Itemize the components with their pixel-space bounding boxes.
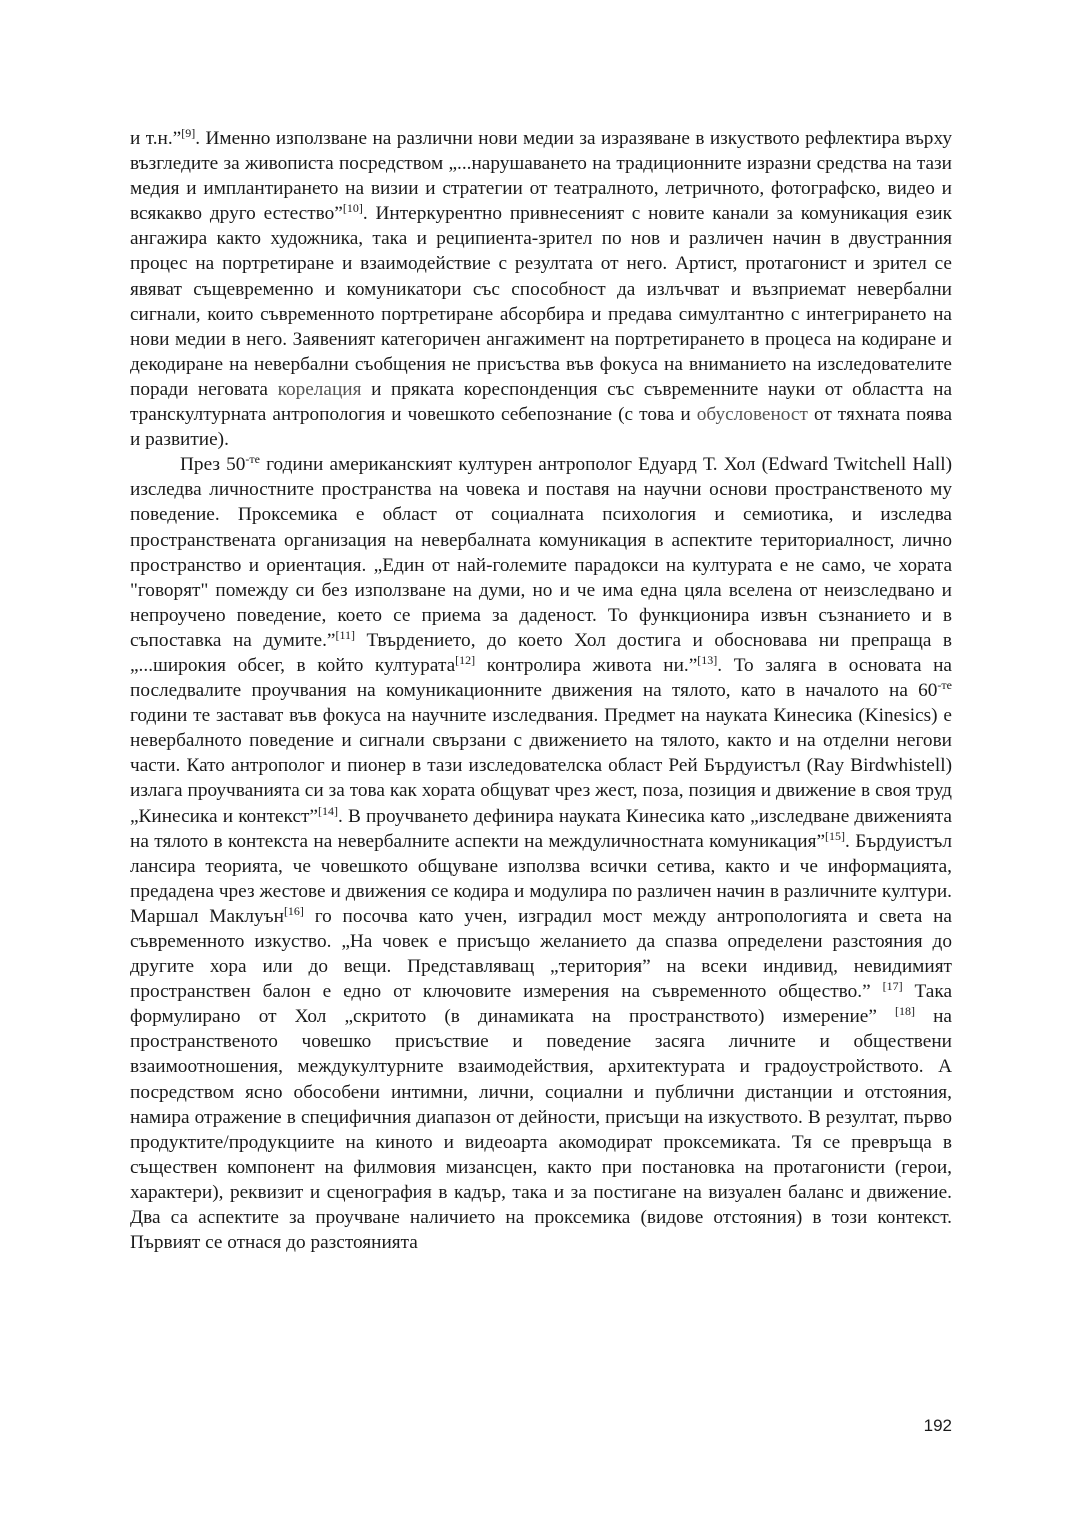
text-run: . То заляга в основата на последвалите проучвания на комуникационните движения на тялото, като в началото на 60 xyxy=(130,654,952,702)
text-run: . В проучването дефинира науката Кинесика като „изследване движенията на тялото в контекста на невербалните аспекти на междуличностната комуникация” xyxy=(130,805,952,852)
text-run: и т.н.” xyxy=(130,128,182,149)
footnote-ref[interactable]: [16] xyxy=(283,903,304,918)
text-run: . Бърдуистъл лансира теорията, че човешкото общуване използва всички сетива, както и че информацията, предадена чрез жестове и движения се кодира и модулира по различен начин в различните култури. Маршал Маклуън xyxy=(130,830,952,927)
text-run: контролира живота ни.” xyxy=(475,654,698,676)
footnote-ref[interactable]: [15] xyxy=(825,828,845,843)
footnote-ref[interactable]: [14] xyxy=(318,803,338,818)
footnote-ref[interactable]: [12] xyxy=(455,652,476,667)
text-run: Така формулирано от Хол „скритото (в динамиката на пространството) измерение” xyxy=(130,981,953,1028)
text-run: от тяхната поява и развитие). xyxy=(130,404,952,451)
text-run: . Интеркурентно привнесеният с новите канали за комуникация език ангажира както художника, така и реципиента-зрител по нов и различен начин в двустранния процес на портретиране и взаимодействие с резултата от него. Артист, протагонист и зрител се явяват същевременно и комуникатори със способност да излъчват и възприемат невербални сигнали, които съвременното портретиране абсорбира и предава симултантно с интегрирането на нови медии в него. Заявеният категоричен ангажимент на портретирането в процеса на кодиране и декодиране на невербални съобщения не присъства във фокуса на вниманието на изследователите поради неговата xyxy=(130,203,952,400)
footnote-ref[interactable]: [17] xyxy=(882,979,903,994)
footnote-ref[interactable]: [13] xyxy=(697,652,718,667)
page-body xyxy=(130,126,952,1255)
ordinal-suffix: -те xyxy=(245,452,260,467)
text-run: години те застават във фокуса на научните изследвания. Предмет на науката Кинесика (Kinesics) е невербалното поведение и сигнали свързани с движението на тялото, както и на отделни негови части. Като антрополог и пионер в тази изследователска област Рей Бърдуистъл (Ray Birdwhistell) излага проучванията си за това как хората общуват чрез жест, поза, позиция и движение в своя труд „Кинесика и контекст” xyxy=(130,705,952,827)
ordinal-suffix: -те xyxy=(937,678,952,693)
footnote-ref[interactable]: [10] xyxy=(342,201,363,216)
footnote-ref[interactable]: [11] xyxy=(335,627,356,642)
text-run: и пряката кореспонденция със съвременните науки от областта на транскултурната антропология и човешкото себепознание (с това и xyxy=(130,378,953,426)
text-run: През 50 xyxy=(180,454,246,476)
highlighted-term: обусловеност xyxy=(696,404,808,426)
text-run: на пространственото човешко присъствие и поведение засяга личните и обществени взаимоотношения, междукултурните взаимодействия, архитектурата и градоустройството. А посредством ясно обособени интимни, лични, социални и публични дистанции и отстояния, намира отражение в специфичния диапазон от дейности, присъщи на изкуството. В резултат, първо продуктите/продукциите на киното и видеоарта акомодират проксемиката. Тя се превръща в съществен компонент на филмовия мизансцен, както при постановка на протагонисти (герои, характери), реквизит и сценография в кадър, така и за постигане на визуален баланс и движение. Два са аспектите за проучване наличието на проксемика (видове отстояния) в този контекст. Първият се отнася до разстоянията xyxy=(130,1006,952,1254)
paragraph-1 xyxy=(130,126,952,452)
footnote-ref[interactable]: [18] xyxy=(895,1004,915,1019)
text-run: Твърдението, до което Хол достига и обосновава ни препраща в „...широкия обсег, в който културата xyxy=(130,629,952,676)
paragraph-2 xyxy=(130,452,952,1255)
highlighted-term: корелация xyxy=(277,378,362,400)
page-number: 192 xyxy=(923,1416,952,1435)
footnote-ref[interactable]: [9] xyxy=(181,126,196,140)
text-run: . Именно използване на различни нови медии за изразяване в изкуството рефлектира върху възгледите за живописта посредством „...нарушаването на традиционните изразни средства на тази медия и имплантирането на визии и стратегии от театралното, летричното, фотографско, видео и всякакво друго естество” xyxy=(130,128,952,225)
text-run: го посочва като учен, изградил мост между антропологията и света на съвременното изкуство. „На човек е присъщо желанието да спазва определени разстояния до другите хора или до вещи. Представляващ „територия” на всеки индивид, невидимият пространствен балон е едно от ключовите измерения на съвременното общество.” xyxy=(130,905,952,1003)
text-run: години американският културен антрополог Едуард Т. Хол (Edward Twitchell Hall) изследва личностните пространства на човека и поставя на научни основи пространственото му поведение. Проксемика е област от социалната психология и семиотика, и изследва пространствената организация на невербалната комуникация в аспектите териториалност, лично пространство и ориентация. „Един от най-големите парадокси на културата е не само, че хората "говорят" помежду си без използване на думи, но и че има една цяла вселена от неизследвано и непроучено поведение, което се приема за даденост. То функционира извън съзнанието и в съпоставка на думите.” xyxy=(130,454,952,651)
